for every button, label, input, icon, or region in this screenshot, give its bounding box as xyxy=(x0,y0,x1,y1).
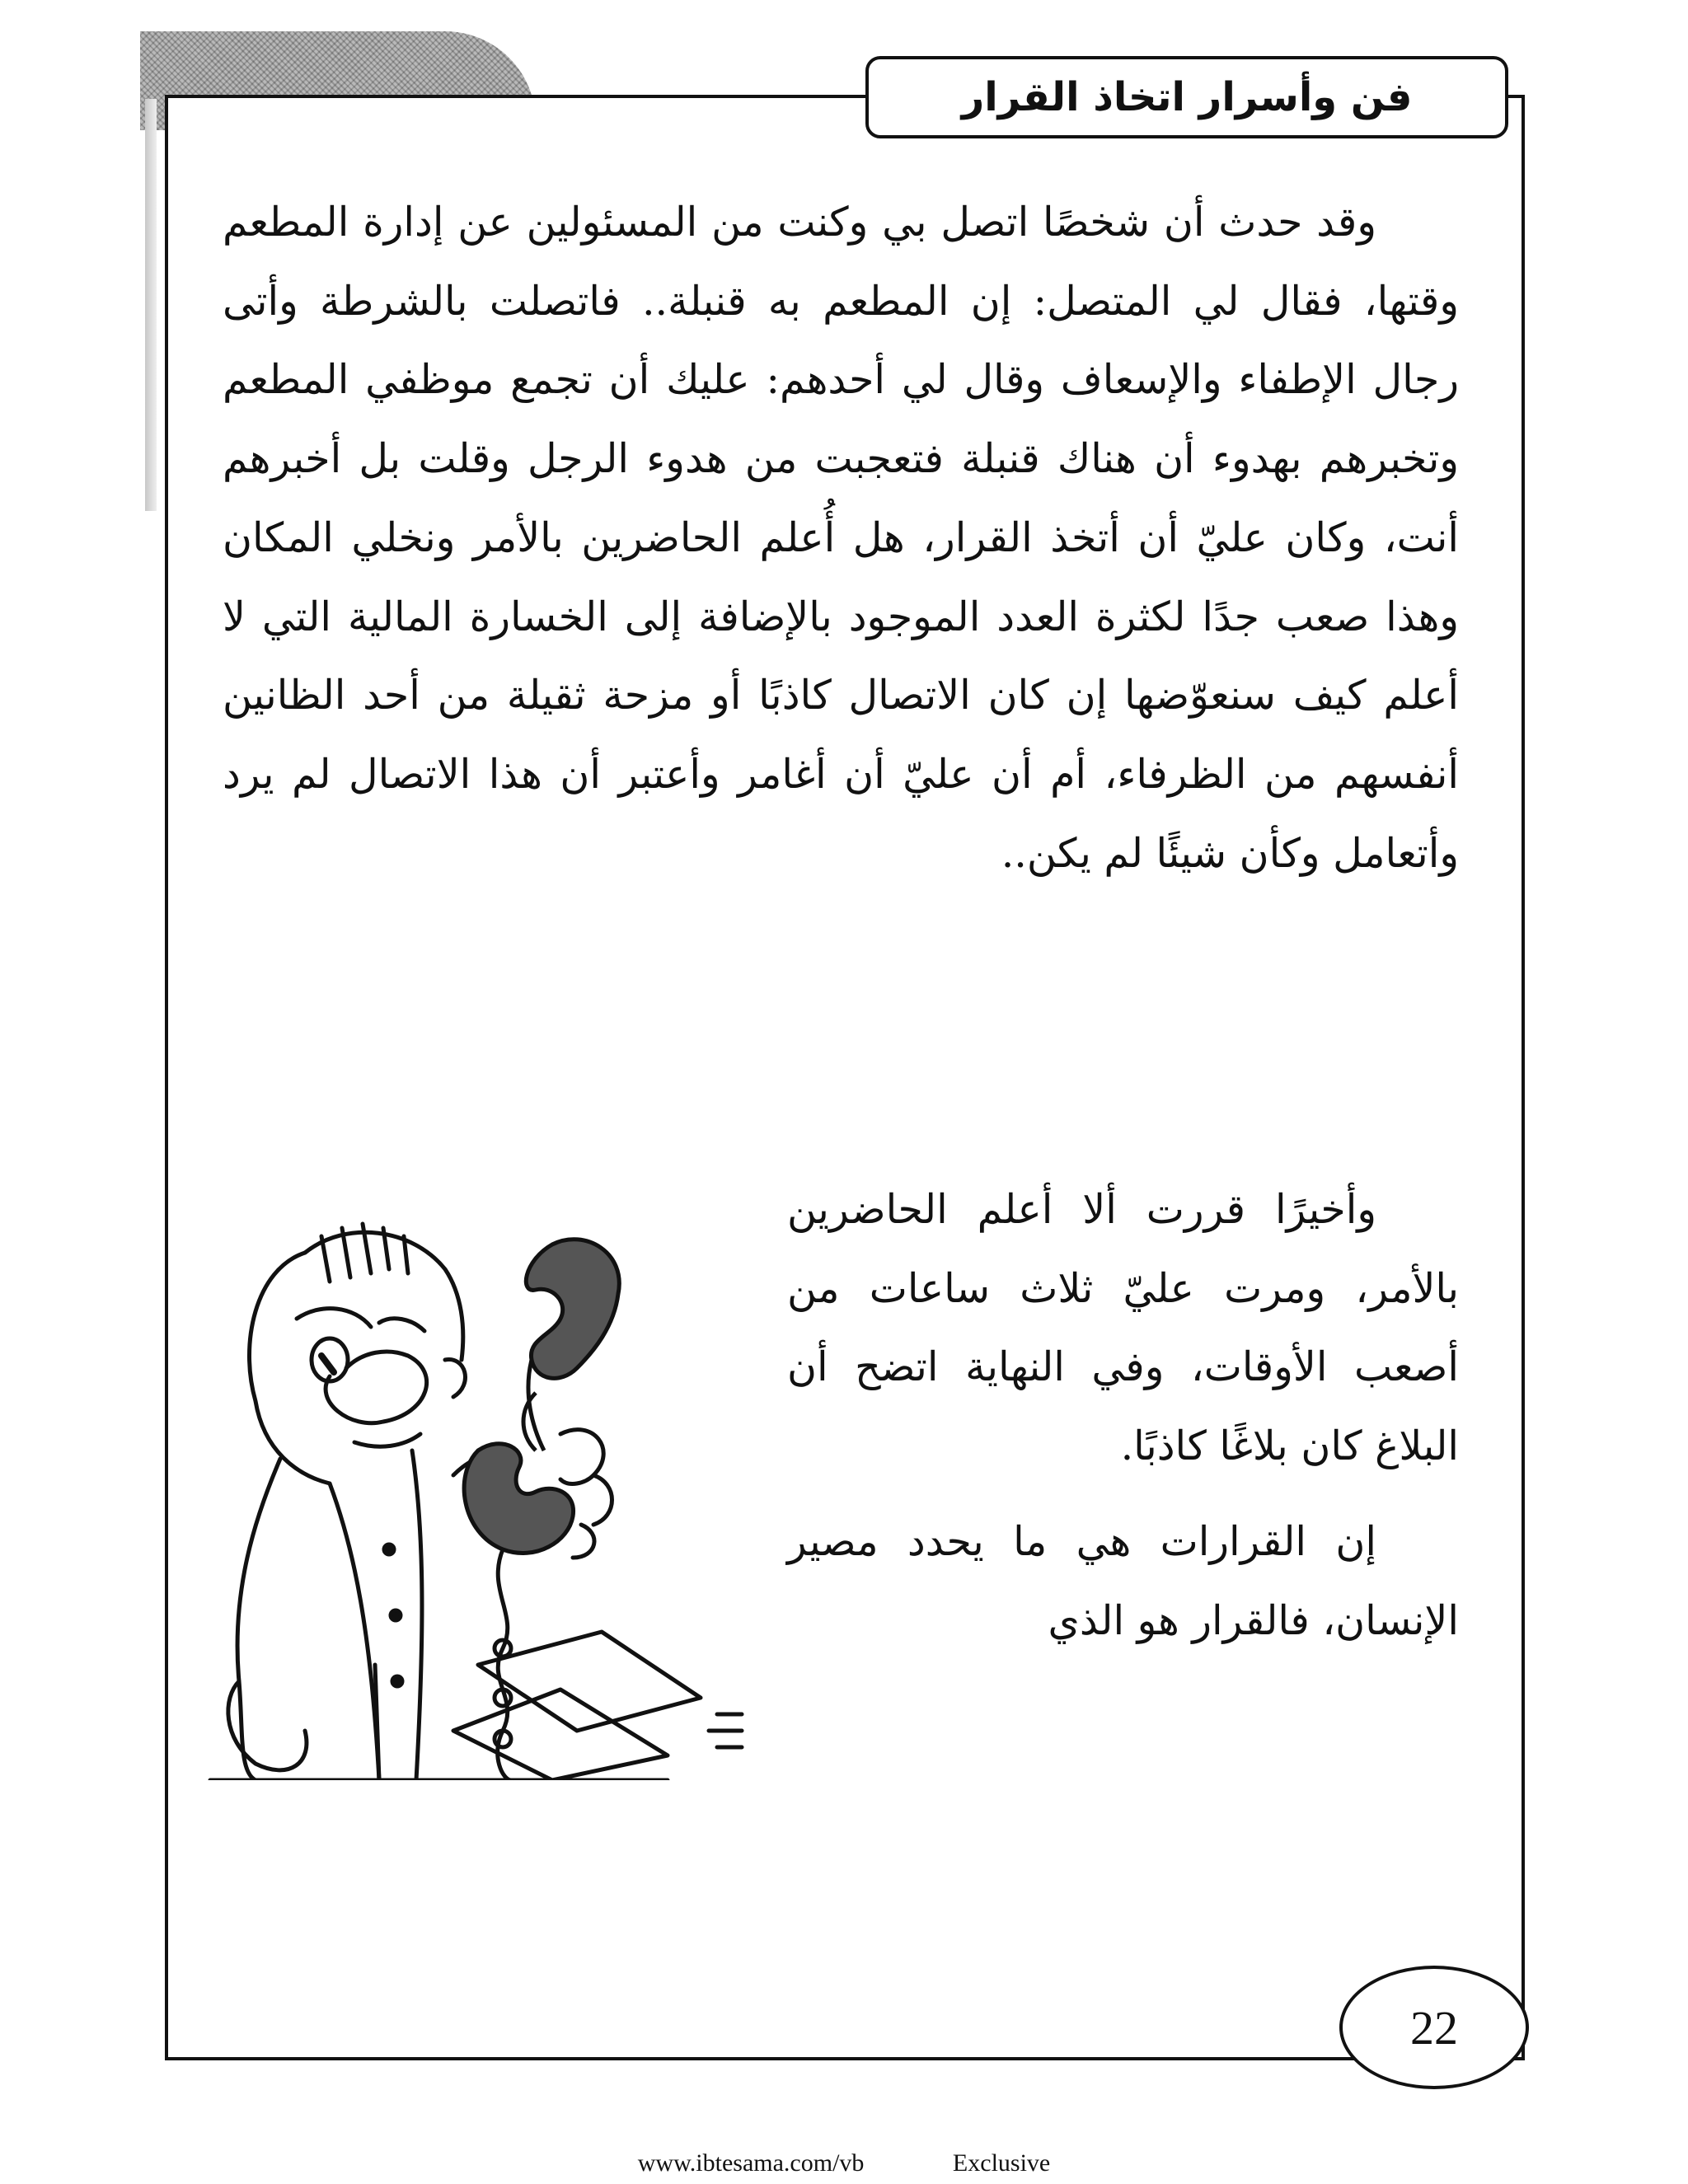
paragraph: وأخيرًا قررت ألا أعلم الحاضرين بالأمر، ومرت عليّ ثلاث ساعات من أصعب الأوقات، وفي النهاية اتضح أن البلاغ كان بلاغًا كاذبًا. xyxy=(787,1186,1459,1470)
cartoon-man-on-phone-icon xyxy=(206,1203,767,1780)
footer-url[interactable]: www.ibtesama.com/vb xyxy=(637,2149,865,2177)
paragraph: وقد حدث أن شخصًا اتصل بي وكنت من المسئولين عن إدارة المطعم وقتها، فقال لي المتصل: إن المطعم به قنبلة.. فاتصلت بالشرطة وأتى رجال الإطفاء والإسعاف وقال لي أحدهم: عليك أن تجمع موظفي المطعم وتخبرهم بهدوء أن هناك قنبلة فتعجبت من هدوء الرجل وقلت بل أخبرهم أنت، وكان عليّ أن أتخذ القرار، هل أُعلم الحاضرين بالأمر ونخلي المكان وهذا صعب جدًا لكثرة العدد الموجود بالإضافة إلى الخسارة المالية التي لا أعلم كيف سنعوّضها إن كان الاتصال كاذبًا أو مزحة ثقيلة من أحد الظانين أنفسهم من الظرفاء، أم أن عليّ أن أغامر وأعتبر أن هذا الاتصال لم يرد وأتعامل وكأن شيئًا لم يكن.. xyxy=(223,199,1459,877)
header-title-box xyxy=(865,56,1508,138)
footer xyxy=(0,2149,1688,2177)
scan-shadow-edge xyxy=(145,99,157,511)
page-number: 22 xyxy=(1410,2000,1458,2055)
book-title: فن وأسرار اتخاذ القرار xyxy=(961,74,1413,120)
footer-label: Exclusive xyxy=(952,2149,1051,2177)
main-text-block xyxy=(223,183,1459,893)
side-text-block xyxy=(787,1170,1459,1660)
page-number-badge xyxy=(1339,1966,1529,2089)
paragraph: إن القرارات هي ما يحدد مصير الإنسان، فالقرار هو الذي xyxy=(787,1517,1459,1644)
